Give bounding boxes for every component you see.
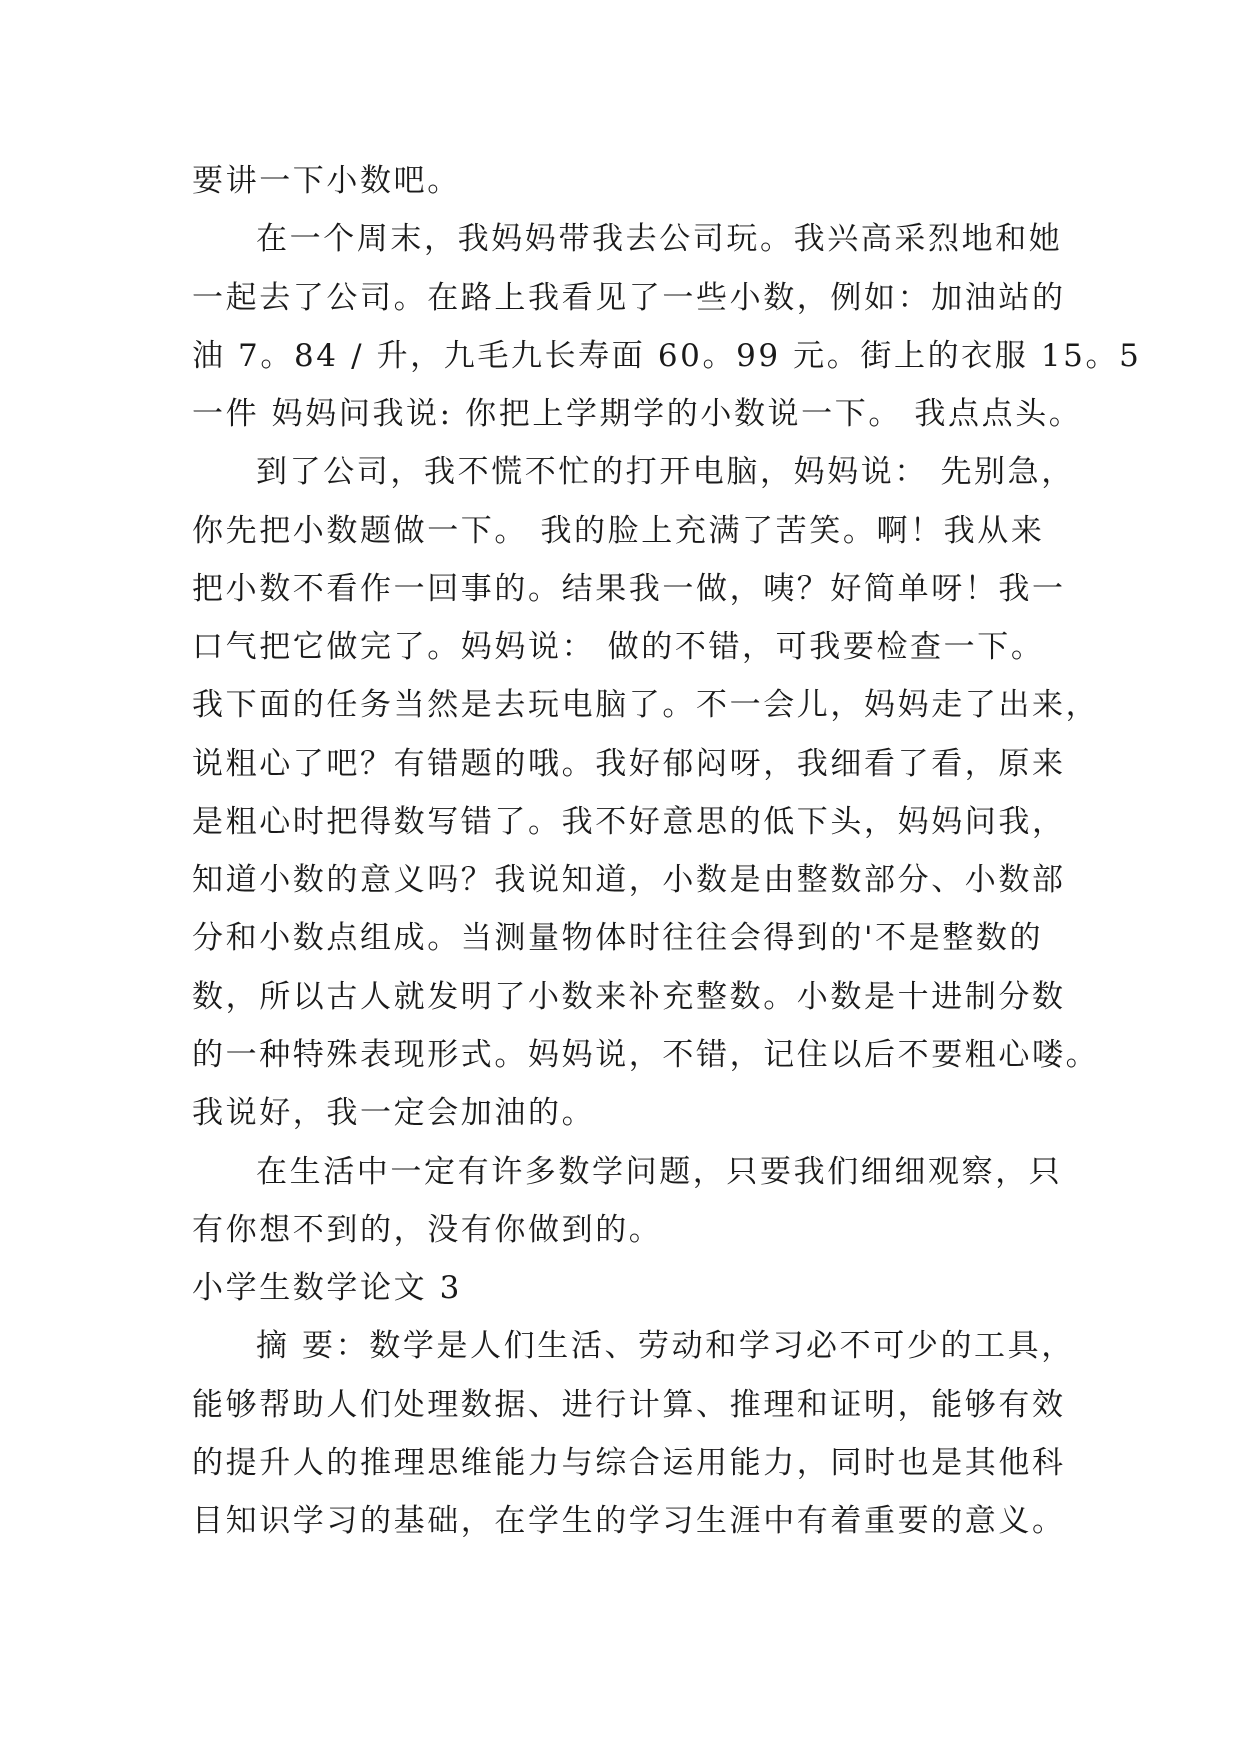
paragraph-line: 一件 妈妈问我说: 你把上学期学的小数说一下。 我点点头。 [192,396,1083,432]
abstract-line: 摘 要：数学是人们生活、劳动和学习必不可少的工具， [256,1328,1075,1364]
paragraph-line: 口气把它做完了。妈妈说： 做的不错，可我要检查一下。 [192,629,1045,665]
paragraph-line: 说粗心了吧？有错题的哦。我好郁闷呀，我细看了看，原来 [192,746,1066,782]
paragraph-line: 的一种特殊表现形式。妈妈说，不错，记住以后不要粗心喽。 [192,1037,1100,1073]
abstract-line: 目知识学习的基础，在学生的学习生涯中有着重要的意义。 [192,1503,1066,1539]
paragraph-line: 到了公司，我不慌不忙的打开电脑，妈妈说： 先别急， [256,454,1075,490]
paragraph-line: 我说好，我一定会加油的。 [192,1095,596,1131]
abstract-line: 能够帮助人们处理数据、进行计算、推理和证明，能够有效 [192,1387,1066,1423]
paragraph-line: 有你想不到的，没有你做到的。 [192,1212,663,1248]
abstract-line: 的提升人的推理思维能力与综合运用能力，同时也是其他科 [192,1445,1066,1481]
paragraph-line: 我下面的任务当然是去玩电脑了。不一会儿，妈妈走了出来， [192,687,1100,723]
section-heading: 小学生数学论文 3 [192,1270,462,1306]
paragraph-line: 油 7。84 / 升，九毛九长寿面 60。99 元。街上的衣服 15。5 [192,338,1142,374]
paragraph-line: 在生活中一定有许多数学问题，只要我们细细观察，只 [256,1154,1063,1190]
paragraph-line: 知道小数的意义吗？我说知道，小数是由整数部分、小数部 [192,862,1066,898]
paragraph-line: 在一个周末，我妈妈带我去公司玩。我兴高采烈地和她 [256,221,1063,257]
paragraph-line: 你先把小数题做一下。 我的脸上充满了苦笑。啊！我从来 [192,513,1045,549]
paragraph-line: 数，所以古人就发明了小数来补充整数。小数是十进制分数 [192,979,1066,1015]
paragraph-line: 分和小数点组成。当测量物体时往往会得到的'不是整数的 [192,920,1044,956]
paragraph-line: 把小数不看作一回事的。结果我一做，咦？好简单呀！我一 [192,571,1066,607]
paragraph-line: 是粗心时把得数写错了。我不好意思的低下头，妈妈问我， [192,804,1066,840]
paragraph-line: 要讲一下小数吧。 [192,163,461,199]
paragraph-line: 一起去了公司。在路上我看见了一些小数，例如：加油站的 [192,280,1066,316]
